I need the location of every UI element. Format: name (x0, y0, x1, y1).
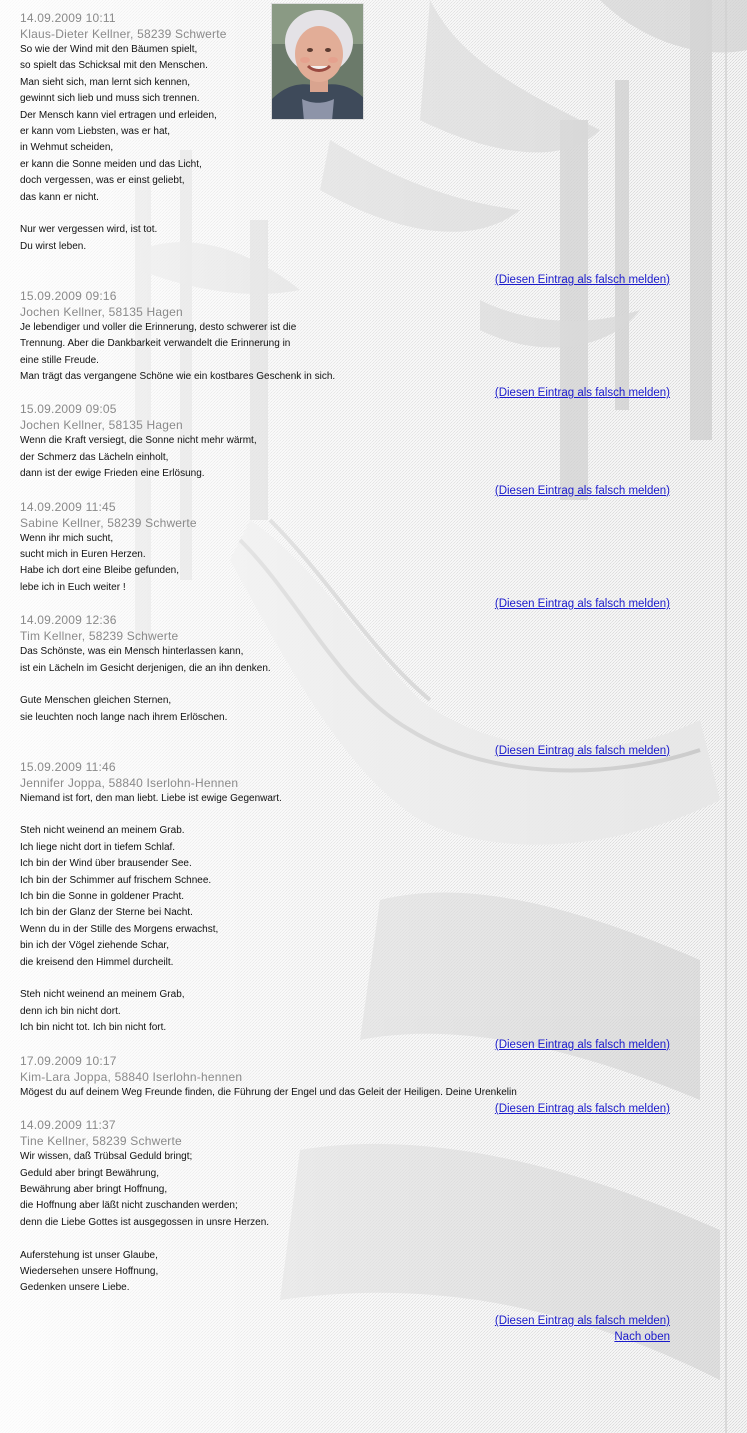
entry-text: Wenn die Kraft versiegt, die Sonne nicht mehr wärmt, der Schmerz das Lächeln einholt, dann ist der ewige Frieden eine Erlösung. (20, 435, 257, 480)
entry-text: Wir wissen, daß Trübsal Geduld bringt; Geduld aber bringt Bewährung, Bewährung aber bringt Hoffnung, die Hoffnung aber läßt nicht zuschanden werden; denn die Liebe Gottes ist ausgegossen in unsre Herzen. Auferstehung ist unser Glaube, Wiedersehen unsere Hoffnung, Gedenken unsere Liebe. (20, 1151, 270, 1294)
report-entry-link[interactable]: (Diesen Eintrag als falsch melden) (494, 1103, 670, 1116)
entry-date: 14.09.2009 10:11 (20, 11, 116, 25)
guestbook-entry (20, 759, 670, 1053)
guestbook-entry (20, 401, 670, 498)
entry-text: So wie der Wind mit den Bäumen spielt, so spielt das Schicksal mit den Menschen. Man sieht sich, man lernt sich kennen, gewinnt sich lieb und muss sich trennen. Der Mensch kann viel ertragen und erleiden, er kann vom Liebsten, was er hat, in Wehmut scheiden, er kann die Sonne meiden und das Licht, doch vergessen, was er einst geliebt, das kann er nicht. Nur wer vergessen wird, ist tot. Du wirst leben. (20, 44, 217, 252)
guestbook-entries (20, 10, 670, 1345)
entry-author: Jochen Kellner, 58135 Hagen (20, 418, 183, 433)
entry-author: Sabine Kellner, 58239 Schwerte (20, 515, 197, 530)
entry-date: 15.09.2009 11:46 (20, 759, 116, 774)
guestbook-entry (20, 288, 670, 402)
entry-author: Jennifer Joppa, 58840 Iserlohn-Hennen (20, 775, 239, 790)
report-entry-link[interactable]: (Diesen Eintrag als falsch melden) (494, 1315, 670, 1328)
entry-text: Je lebendiger und voller die Erinnerung, desto schwerer ist die Trennung. Aber die Dankbarkeit verwandelt die Erinnerung in eine stille Freude. Man trägt das vergangene Schöne wie ein kostbares Geschenk in sich. (20, 321, 336, 382)
entry-date: 14.09.2009 12:36 (20, 613, 117, 628)
entry-date: 17.09.2009 10:17 (20, 1053, 117, 1068)
entry-author: Tine Kellner, 58239 Schwerte (20, 1134, 182, 1149)
entry-date: 15.09.2009 09:16 (20, 288, 117, 303)
entry-author: Klaus-Dieter Kellner, 58239 Schwerte (20, 27, 227, 41)
report-entry-link[interactable]: (Diesen Eintrag als falsch melden) (494, 387, 670, 400)
entry-date: 14.09.2009 11:45 (20, 499, 116, 514)
report-entry-link[interactable]: (Diesen Eintrag als falsch melden) (494, 1038, 670, 1051)
report-entry-link[interactable]: (Diesen Eintrag als falsch melden) (494, 744, 670, 757)
entry-author: Kim-Lara Joppa, 58840 Iserlohn-hennen (20, 1069, 243, 1084)
entry-author: Tim Kellner, 58239 Schwerte (20, 629, 179, 644)
guestbook-entry (20, 1053, 670, 1117)
back-to-top-link[interactable]: Nach oben (614, 1331, 670, 1344)
guestbook-entry (20, 612, 670, 758)
entry-text: Wenn ihr mich sucht, sucht mich in Euren Herzen. Habe ich dort eine Bleibe gefunden, lebe ich in Euch weiter ! (20, 532, 180, 593)
deceased-portrait-photo (271, 3, 364, 120)
guestbook-entry (20, 499, 670, 613)
report-entry-link[interactable]: (Diesen Eintrag als falsch melden) (494, 598, 670, 611)
entry-author: Jochen Kellner, 58135 Hagen (20, 304, 183, 319)
entry-text: Niemand ist fort, den man liebt. Liebe ist ewige Gegenwart. Steh nicht weinend an meinem Grab. Ich liege nicht dort in tiefem Schlaf. Ich bin der Wind über brausender See. Ich bin der Schimmer auf frischem Schnee. Ich bin die Sonne in goldener Pracht. Ich bin der Glanz der Sterne bei Nacht. Wenn du in der Stille des Morgens erwachst, bin ich der Vögel ziehende Schar, die kreisend den Himmel durcheilt. Steh nicht weinend an meinem Grab, denn ich bin nicht dort. Ich bin nicht tot. Ich bin nicht fort. (20, 792, 282, 1034)
entry-date: 15.09.2009 09:05 (20, 402, 117, 417)
entry-text: Mögest du auf deinem Weg Freunde finden, die Führung der Engel und das Geleit der Heiligen. Deine Urenkelin (20, 1086, 517, 1098)
entry-date: 14.09.2009 11:37 (20, 1118, 116, 1133)
report-entry-link[interactable]: (Diesen Eintrag als falsch melden) (494, 484, 670, 497)
guestbook-entry (20, 1117, 670, 1329)
report-entry-link[interactable]: (Diesen Eintrag als falsch melden) (494, 273, 670, 286)
entry-text: Das Schönste, was ein Mensch hinterlassen kann, ist ein Lächeln im Gesicht derjenigen, die an ihn denken. Gute Menschen gleichen Sternen, sie leuchten noch lange nach ihrem Erlöschen. (20, 646, 271, 723)
